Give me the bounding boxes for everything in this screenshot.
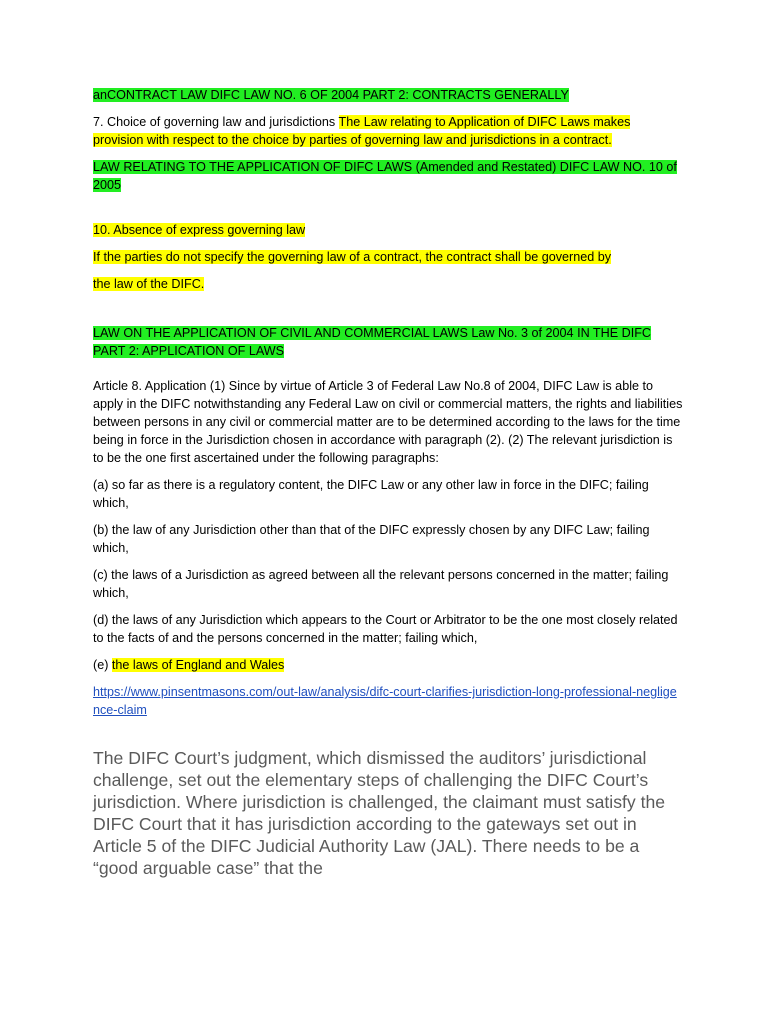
- section-10-line-2-text: the law of the DIFC.: [93, 277, 205, 291]
- heading-application-law: [93, 158, 683, 194]
- paragraph-d: (d) the laws of any Jurisdiction which appears to the Court or Arbitrator to be the one most closely related to the facts of and the persons concerned in the matter; failing which,: [93, 613, 678, 645]
- paragraph-e: [93, 656, 683, 674]
- section-7-highlight: The Law relating to Application of DIFC Laws makes provision with respect to the choice by parties of governing law and jurisdictions in a contract.: [93, 115, 631, 147]
- section-10-line-1: [93, 248, 683, 266]
- article-8: Article 8. Application (1) Since by virtue of Article 3 of Federal Law No.8 of 2004, DIFC Law is able to apply in the DIFC notwithstanding any Federal Law on civil or commercial matters, the rights and liabilities between persons in any civil or commercial matter are to be determined according to the laws for the time being in force in the Jurisdiction chosen in accordance with paragraph (2). (2) The relevant jurisdiction is to be the one first ascertained under the following paragraphs:: [93, 379, 683, 465]
- spacer: [93, 203, 683, 221]
- section-10-line-2: [93, 275, 683, 293]
- paragraph-b: (b) the law of any Jurisdiction other than that of the DIFC expressly chosen by any DIFC Law; failing which,: [93, 523, 650, 555]
- heading-application-law-text: LAW RELATING TO THE APPLICATION OF DIFC LAWS (Amended and Restated) DIFC LAW NO. 10 of 2005: [93, 160, 677, 192]
- spacer: [93, 369, 683, 377]
- paragraph-c: (c) the laws of a Jurisdiction as agreed between all the relevant persons concerned in the matter; failing which,: [93, 568, 669, 600]
- section-10-line-1-text: If the parties do not specify the governing law of a contract, the contract shall be governed by: [93, 250, 612, 264]
- reference-link-line: [93, 683, 683, 719]
- heading-civil-commercial-text: LAW ON THE APPLICATION OF CIVIL AND COMMERCIAL LAWS Law No. 3 of 2004 IN THE DIFC PART 2: APPLICATION OF LAWS: [93, 326, 651, 358]
- section-10-title: [93, 221, 683, 239]
- section-7-prefix: 7. Choice of governing law and jurisdictions: [93, 115, 339, 129]
- document-body: [93, 86, 683, 897]
- paragraph-e-highlight: the laws of England and Wales: [111, 658, 285, 672]
- heading-civil-commercial: [93, 324, 683, 360]
- heading-contract-law-text: anCONTRACT LAW DIFC LAW NO. 6 OF 2004 PART 2: CONTRACTS GENERALLY: [93, 88, 569, 102]
- paragraph-e-prefix: (e): [93, 658, 112, 672]
- paragraph-a: (a) so far as there is a regulatory content, the DIFC Law or any other law in force in the DIFC; failing which,: [93, 478, 649, 510]
- quote-paragraph: The DIFC Court’s judgment, which dismissed the auditors’ jurisdictional challenge, set out the elementary steps of challenging the DIFC Court’s jurisdiction. Where jurisdiction is challenged, the claimant must satisfy the DIFC Court that it has jurisdiction according to the gateways set out in Article 5 of the DIFC Judicial Authority Law (JAL). There needs to be a “good arguable case” that the: [93, 748, 666, 878]
- section-7: [93, 113, 683, 149]
- section-10-title-text: 10. Absence of express governing law: [93, 223, 306, 237]
- reference-link[interactable]: https://www.pinsentmasons.com/out-law/analysis/difc-court-clarifies-jurisdiction-long-professional-negligence-claim: [93, 685, 677, 717]
- heading-contract-law: [93, 86, 683, 104]
- spacer: [93, 302, 683, 324]
